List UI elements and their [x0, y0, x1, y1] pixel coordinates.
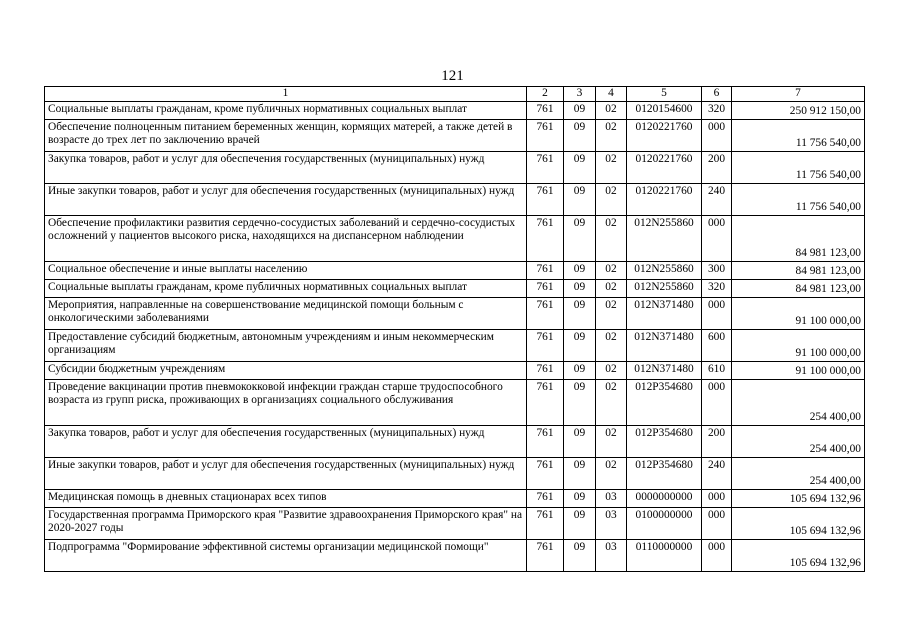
table-row	[45, 261, 865, 279]
row-amount: 254 400,00	[732, 457, 865, 489]
row-code-6: 000	[702, 297, 732, 329]
row-code-3: 09	[564, 183, 596, 215]
row-code-4: 02	[596, 101, 627, 119]
table-row	[45, 329, 865, 361]
row-name: Медицинская помощь в дневных стационарах всех типов	[45, 489, 527, 507]
row-code-6: 200	[702, 151, 732, 183]
row-code-3: 09	[564, 329, 596, 361]
row-amount: 11 756 540,00	[732, 119, 865, 151]
row-code-6: 000	[702, 539, 732, 571]
row-code-2: 761	[527, 297, 564, 329]
row-name: Подпрограмма "Формирование эффективной системы организации медицинской помощи"	[45, 539, 527, 571]
row-code-6: 000	[702, 215, 732, 261]
row-code-6: 600	[702, 329, 732, 361]
row-code-3: 09	[564, 425, 596, 457]
row-code-5: 0100000000	[627, 507, 702, 539]
row-code-6: 200	[702, 425, 732, 457]
table-row	[45, 425, 865, 457]
row-code-5: 0000000000	[627, 489, 702, 507]
table-row	[45, 215, 865, 261]
row-code-2: 761	[527, 329, 564, 361]
row-code-4: 02	[596, 279, 627, 297]
row-code-4: 02	[596, 215, 627, 261]
row-code-6: 000	[702, 507, 732, 539]
row-code-2: 761	[527, 151, 564, 183]
row-code-2: 761	[527, 379, 564, 425]
row-code-4: 02	[596, 297, 627, 329]
row-code-4: 02	[596, 379, 627, 425]
column-header: 7	[732, 87, 865, 102]
row-code-5: 012N371480	[627, 297, 702, 329]
table-row	[45, 539, 865, 571]
row-amount: 105 694 132,96	[732, 489, 865, 507]
row-code-3: 09	[564, 489, 596, 507]
column-header: 6	[702, 87, 732, 102]
row-code-4: 02	[596, 361, 627, 379]
row-name: Иные закупки товаров, работ и услуг для обеспечения государственных (муниципальных) нужд	[45, 183, 527, 215]
table-row	[45, 119, 865, 151]
table-row	[45, 507, 865, 539]
table-row	[45, 101, 865, 119]
row-name: Мероприятия, направленные на совершенствование медицинской помощи больным с онкологическими заболеваниями	[45, 297, 527, 329]
row-code-6: 240	[702, 457, 732, 489]
row-code-5: 012N371480	[627, 361, 702, 379]
row-code-4: 02	[596, 183, 627, 215]
row-code-2: 761	[527, 361, 564, 379]
row-code-6: 240	[702, 183, 732, 215]
row-name: Проведение вакцинации против пневмококковой инфекции граждан старше трудоспособного возраста из групп риска, проживающих в организациях социального обслуживания	[45, 379, 527, 425]
row-name: Субсидии бюджетным учреждениям	[45, 361, 527, 379]
row-amount: 91 100 000,00	[732, 361, 865, 379]
row-code-3: 09	[564, 119, 596, 151]
row-name: Обеспечение профилактики развития сердечно-сосудистых заболеваний и сердечно-сосудистых осложнений у пациентов высокого риска, находящихся на диспансерном наблюдении	[45, 215, 527, 261]
row-code-2: 761	[527, 215, 564, 261]
table-row	[45, 379, 865, 425]
table-row	[45, 279, 865, 297]
row-code-2: 761	[527, 119, 564, 151]
row-code-5: 012N255860	[627, 215, 702, 261]
row-amount: 105 694 132,96	[732, 539, 865, 571]
row-code-4: 02	[596, 457, 627, 489]
row-code-5: 0110000000	[627, 539, 702, 571]
row-name: Иные закупки товаров, работ и услуг для обеспечения государственных (муниципальных) нужд	[45, 457, 527, 489]
row-code-3: 09	[564, 539, 596, 571]
row-code-4: 03	[596, 489, 627, 507]
row-code-2: 761	[527, 101, 564, 119]
row-amount: 254 400,00	[732, 425, 865, 457]
table-row	[45, 361, 865, 379]
budget-table	[44, 86, 865, 572]
row-name: Социальные выплаты гражданам, кроме публичных нормативных социальных выплат	[45, 279, 527, 297]
row-code-5: 0120221760	[627, 119, 702, 151]
row-code-6: 610	[702, 361, 732, 379]
row-code-6: 300	[702, 261, 732, 279]
row-code-3: 09	[564, 151, 596, 183]
row-amount: 91 100 000,00	[732, 297, 865, 329]
row-amount: 84 981 123,00	[732, 261, 865, 279]
table-row	[45, 183, 865, 215]
row-code-3: 09	[564, 507, 596, 539]
row-amount: 11 756 540,00	[732, 183, 865, 215]
page-number: 121	[441, 68, 464, 84]
row-code-2: 761	[527, 489, 564, 507]
row-code-6: 320	[702, 101, 732, 119]
column-header: 1	[45, 87, 527, 102]
column-header: 3	[564, 87, 596, 102]
row-code-2: 761	[527, 425, 564, 457]
row-code-4: 02	[596, 119, 627, 151]
row-name: Предоставление субсидий бюджетным, автономным учреждениям и иным некоммерческим организациям	[45, 329, 527, 361]
row-code-6: 320	[702, 279, 732, 297]
row-code-5: 012N371480	[627, 329, 702, 361]
row-amount: 250 912 150,00	[732, 101, 865, 119]
row-name: Закупка товаров, работ и услуг для обеспечения государственных (муниципальных) нужд	[45, 425, 527, 457]
row-amount: 254 400,00	[732, 379, 865, 425]
column-header: 4	[596, 87, 627, 102]
column-header: 2	[527, 87, 564, 102]
row-code-5: 012N255860	[627, 261, 702, 279]
row-amount: 91 100 000,00	[732, 329, 865, 361]
row-code-2: 761	[527, 279, 564, 297]
row-code-6: 000	[702, 489, 732, 507]
table-row	[45, 151, 865, 183]
row-code-4: 03	[596, 539, 627, 571]
row-name: Государственная программа Приморского края "Развитие здравоохранения Приморского края" на 2020-2027 годы	[45, 507, 527, 539]
row-code-6: 000	[702, 379, 732, 425]
row-code-5: 0120221760	[627, 183, 702, 215]
row-code-5: 012P354680	[627, 425, 702, 457]
row-code-3: 09	[564, 457, 596, 489]
row-name: Обеспечение полноценным питанием беременных женщин, кормящих матерей, а также детей в возрасте до трех лет по заключению врачей	[45, 119, 527, 151]
row-name: Социальное обеспечение и иные выплаты населению	[45, 261, 527, 279]
row-name: Социальные выплаты гражданам, кроме публичных нормативных социальных выплат	[45, 101, 527, 119]
row-code-4: 02	[596, 425, 627, 457]
row-code-2: 761	[527, 183, 564, 215]
row-code-5: 012P354680	[627, 379, 702, 425]
row-code-3: 09	[564, 279, 596, 297]
row-code-4: 02	[596, 329, 627, 361]
row-name: Закупка товаров, работ и услуг для обеспечения государственных (муниципальных) нужд	[45, 151, 527, 183]
row-amount: 84 981 123,00	[732, 279, 865, 297]
row-code-2: 761	[527, 507, 564, 539]
row-code-5: 012N255860	[627, 279, 702, 297]
table-row	[45, 297, 865, 329]
row-code-3: 09	[564, 297, 596, 329]
table-row	[45, 457, 865, 489]
row-code-4: 03	[596, 507, 627, 539]
row-code-5: 0120221760	[627, 151, 702, 183]
row-code-4: 02	[596, 261, 627, 279]
row-code-5: 012P354680	[627, 457, 702, 489]
row-amount: 11 756 540,00	[732, 151, 865, 183]
row-amount: 105 694 132,96	[732, 507, 865, 539]
row-code-5: 0120154600	[627, 101, 702, 119]
column-header: 5	[627, 87, 702, 102]
row-code-2: 761	[527, 457, 564, 489]
row-code-2: 761	[527, 261, 564, 279]
table-header-row	[45, 87, 865, 102]
row-code-6: 000	[702, 119, 732, 151]
row-code-4: 02	[596, 151, 627, 183]
row-code-3: 09	[564, 379, 596, 425]
row-amount: 84 981 123,00	[732, 215, 865, 261]
row-code-3: 09	[564, 361, 596, 379]
row-code-3: 09	[564, 261, 596, 279]
row-code-3: 09	[564, 101, 596, 119]
table-row	[45, 489, 865, 507]
row-code-2: 761	[527, 539, 564, 571]
row-code-3: 09	[564, 215, 596, 261]
